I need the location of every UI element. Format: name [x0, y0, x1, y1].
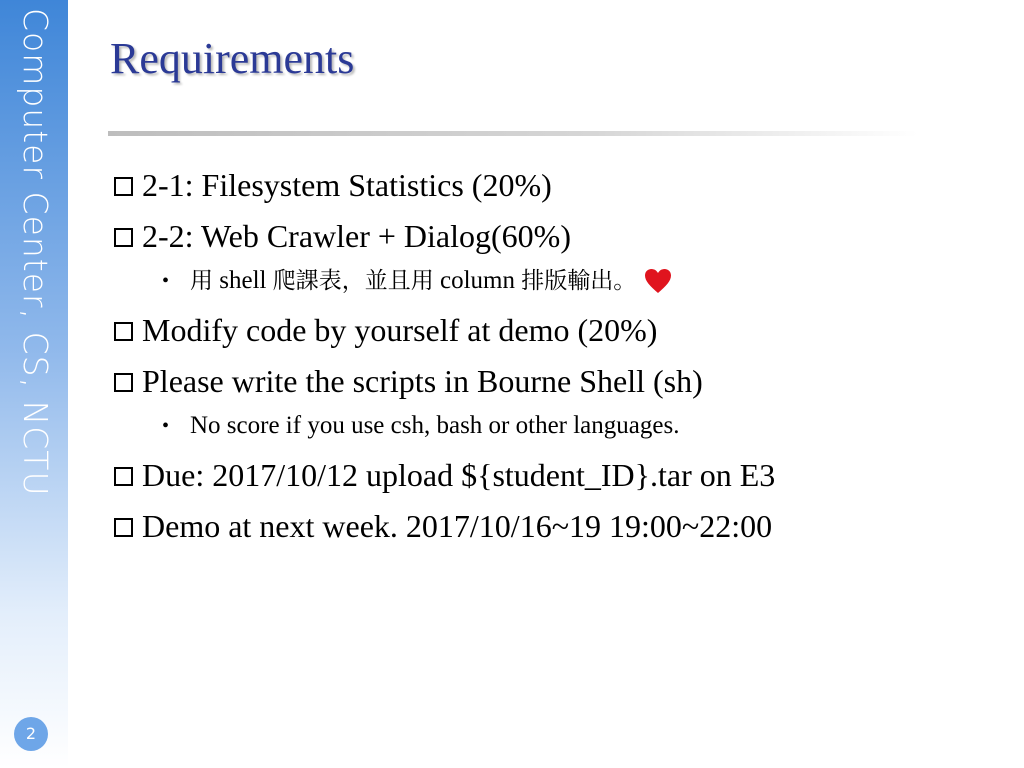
bullet-text: Please write the scripts in Bourne Shell (sh)	[142, 363, 703, 399]
sub-text-part: 爬課表，並且用	[272, 268, 434, 294]
bullet-item	[114, 165, 552, 205]
bullet-text: Demo at next week. 2017/10/16~19 19:00~22:00	[142, 508, 773, 544]
bullet-text: 2-1: Filesystem Statistics (20%)	[142, 167, 552, 203]
sub-text-part: column	[433, 267, 522, 294]
checkbox-bullet-icon	[114, 322, 133, 341]
dot-bullet-icon: •	[162, 270, 170, 292]
bullet-text: Modify code by yourself at demo (20%)	[142, 312, 658, 348]
bullet-item	[114, 506, 772, 546]
slide-title: Requirements	[110, 34, 355, 83]
dot-bullet-icon: •	[162, 415, 170, 437]
sub-text-part: 用	[190, 268, 213, 294]
title-divider	[108, 131, 918, 136]
sidebar-vertical-text: Computer Center, CS, NCTU	[16, 8, 55, 497]
sub-bullet-item	[162, 410, 679, 442]
checkbox-bullet-icon	[114, 467, 133, 486]
checkbox-bullet-icon	[114, 177, 133, 196]
sub-text-part: 排版輸出。	[521, 268, 637, 294]
sub-text: No score if you use csh, bash or other languages.	[190, 412, 680, 439]
bullet-item	[114, 361, 703, 401]
sidebar	[0, 0, 68, 768]
checkbox-bullet-icon	[114, 518, 133, 537]
bullet-text: Due: 2017/10/12 upload ${student_ID}.tar on E3	[142, 457, 776, 493]
bullet-item	[114, 310, 657, 350]
checkbox-bullet-icon	[114, 228, 133, 247]
bullet-item	[114, 455, 775, 495]
page-number-badge: 2	[14, 717, 48, 751]
heart-icon	[644, 268, 672, 294]
checkbox-bullet-icon	[114, 373, 133, 392]
sub-bullet-item	[162, 265, 672, 297]
bullet-text: 2-2: Web Crawler + Dialog(60%)	[142, 218, 571, 254]
bullet-item	[114, 216, 571, 256]
sub-text-part: shell	[213, 267, 273, 294]
